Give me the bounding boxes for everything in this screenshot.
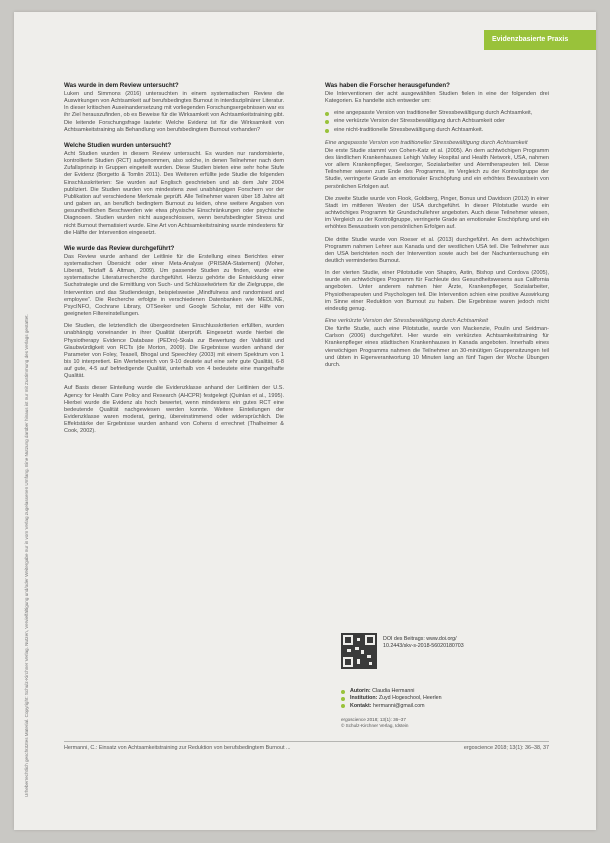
contact-email[interactable]: hermanni@gmail.com (372, 702, 425, 709)
footer-journal-ref: ergoscience 2018; 13(1): 36–38, 37 (463, 745, 549, 751)
list-item: eine angepasste Version von traditioneller Stressbewältigung durch Achtsamkeit, (325, 110, 549, 117)
citation-note (341, 717, 408, 729)
bullet-dot-icon (325, 129, 329, 133)
doi-line: DOI des Beitrags: www.doi.org/ (383, 636, 457, 642)
copyright-text: Urheberrechtlich geschütztes Material. Copyright: Schulz-Kirchner Verlag. Nutzen, Vervielfältigung und/oder Weitergabe nur in vom Verlag zugelassenen Umfang. Eine Nutzung darüber hinaus ist nur mit Zustimmung des Verlags gestattet. (24, 314, 29, 797)
bullet-dot-icon (341, 690, 345, 694)
footer-running-title: Hermanni, C.: Einsatz von Achtsamkeitstraining zur Reduktion von berufsbedingtem Burnout ... (64, 745, 291, 751)
section-banner: Evidenzbasierte Praxis (484, 30, 596, 50)
bullet-dot-icon (341, 697, 345, 701)
section-review-subject (64, 82, 284, 134)
left-column (64, 82, 284, 444)
paragraph: Luken und Simmons (2016) untersuchten in einem systematischen Review die Auswirkungen von Achtsamkeit auf berufsbedingtes Burnout in interdisziplinärer Literatur. In dieser kritischen Auseinandersetzung mit vorliegenden Forschungsergebnissen war es ihr Ziel herauszufinden, ob es Beweise für die Wirksamkeit von Achtsamkeitstraining gibt. Die leitende Forschungsfrage lautete: Welche Evidenz ist für die Wirksamkeit von Achtsamkeitstraining als Behandlung von berufsbedingtem Burnout vorhanden? (64, 91, 284, 133)
doi-line: 10.2443/skv-s-2018-56020180703 (383, 642, 464, 649)
section-heading: Was haben die Forscher herausgefunden? (325, 82, 450, 89)
intervention-list (325, 110, 549, 133)
paragraph: Die zweite Studie wurde von Flook, Goldberg, Pinger, Bonus und Davidson (2013) in einer Stadt im mittleren Westen der USA durchgeführt. In dieser Pilotstudie wurde ein achtwöchiges Programm für Grundschullehrer angeboten. Auch diese Teilnehmer wiesen, im Vergleich zu der Kontrollgruppe, verringerte Grade an emotionaler Erschöpfung und ein erhöhtes Bewusstsein von persönlichen Erfolgen auf. (325, 195, 549, 231)
bullet-dot-icon (325, 112, 329, 116)
subsection-heading: Eine verkürzte Version der Stressbewältigung durch Achtsamkeit (325, 318, 489, 325)
section-studies (64, 142, 284, 237)
citation-line: ergoscience 2018; 13(1): 36–37 (341, 717, 406, 722)
paragraph: In der vierten Studie, einer Pilotstudie von Shapiro, Astin, Bishop und Cordova (2005), wurde ein achtwöchiges Programm für Fachleute des Gesundheitswesens aus California angeboten. Unter anderem nahmen hier Ärzte, Krankenpfleger, Sozialarbeiter, Physiotherapeuten und Psychologen teil. Die Intervention schien eine positive Auswirkung im Sinne einer Reduktion von Burnout zu haben. Die Ergebnisse waren jedoch nicht eindeutig genug. (325, 270, 549, 312)
doi-note (383, 636, 523, 649)
contact-row: Kontakt: hermanni@gmail.com (341, 703, 442, 710)
author-row: Autorin: Claudia Hermanni (341, 688, 442, 695)
section-heading: Wie wurde das Review durchgeführt? (64, 244, 175, 252)
paragraph: Die Studien, die letztendlich die übergeordneten Einschlusskriterien erfüllten, wurden unabhängig voneinander in ihrer Qualität überprüft. Eingesetzt wurde hierbei die Physiotherapy Evidence Database (PEDro)-Skala zur Bewertung der Validität und Glaubwürdigkeit von RCTs (de Morton, 2009). Die Ergebnisse wurden anhand der Parameter von Foley, Teasell, Bhogal und Speechley (2003) mit einem Spektrum von 1 bis 10 interpretiert. Ein Wertebereich von 9-10 deutete auf eine sehr gute Qualität, 6-8 auf gute, 4-5 auf befriedigende Qualität, unterhalb von 4 bedeutete eine mangelhafte Qualität. (64, 323, 284, 380)
bullet-dot-icon (325, 120, 329, 124)
paragraph: Die erste Studie stammt von Cohen-Katz et al. (2005). An dem achtwöchigen Programm des ländlichen Krankenhauses Lehigh Valley Hospital and Health Network, USA, nahmen vor allem Krankenpfleger, Seelsorger, Sozialarbeiter und Atemtherapeuten teil. Diese Teilnehmer wiesen zum Ende des Programms, im Vergleich zu der Kontrollgruppe der Studie, verringerte Grade an emotionaler Erschöpfung und ein erhöhtes Bewusstsein von persönlichen Erfolgen auf. (325, 147, 549, 190)
paragraph: Das Review wurde anhand der Leitlinie für die Erstellung eines Berichtes einer systematischen Übersicht oder einer Meta-Analyse (PRISMA-Statement) (Moher, Liberati, Tetzlaff & Altman, 2009). Um passende Studien zu finden, wurde eine systematische Literaturrecherche durchgeführt. Hierzu gehörte die Entwicklung einer Suchstrategie und die Ermittlung von Such- und Schlüsselwörtern für die Zielgruppe, die Intervention und das Studiendesign, beispielsweise „Mindfulness and randomised and employee“. Die Recherche erfolgte in verschiedenen Datenbanken wie MEDLINE, PsycINFO, Cochrane Library, OTSeeker und Google Scholar, mit der Hilfe von geeigneten Filtereinstellungen. (64, 253, 284, 318)
paragraph: Die dritte Studie wurde von Roeser et al. (2013) durchgeführt. An dem achtwöchigen Programm nahmen Lehrer aus Kanada und der westlichen USA teil. Die Teilnehmer aus den USA berichteten noch der Intervention sowie auch bei der Nachuntersuchung ein deutlich vermindertes Burnout. (325, 236, 549, 264)
section-heading: Was wurde in dem Review untersucht? (64, 82, 179, 89)
bullet-dot-icon (341, 704, 345, 708)
section-method (64, 245, 284, 436)
list-item: eine nicht-traditionelle Stressbewältigung durch Achtsamkeit. (325, 127, 549, 134)
right-column (325, 82, 549, 374)
paragraph: Acht Studien wurden in diesem Review untersucht. Es wurden nur randomisierte, kontrollierte Studien (RCT) aufgenommen, also solche, in denen Teilnehmer nach dem Zufallsprinzip in Gruppen eingeteilt wurden. Diese Studien bieten eine sehr hohe Stufe der Evidenz (Borgetto & Tomlin 2011). Des Weiteren erfüllte jede Studie die folgenden Einschlusskriterien: Sie wurden auf Englisch geschrieben und ab dem Jahr 2004 publiziert. Die Studien wurden von mindestens zwei unabhängigen Forschern vor der Publikation auf verschiedene Merkmale geprüft. Alle Teilnehmer waren über 18 Jahre alt und gaben an, an beruflich bedingtem Burnout zu leiden, ohne weitere Angaben von gesundheitlichen Beschwerden wie etwa physische Einschränkungen oder psychische Diagnosen. Studien wurden nicht ausgeschlossen, wenn berufsbedingter Stress und nicht Burnout thematisiert wurde. Eine Art von Achtsamkeitstraining wurde mindestens für die Hälfte der Intervention eingesetzt. (64, 150, 284, 236)
subsection-heading: Eine angepasste Version von traditioneller Stressbewältigung durch Achtsamkeit (325, 139, 528, 146)
footer-divider (64, 741, 549, 742)
institution-row: Institution: Zuyd Hogeschool, Heerlen (341, 695, 442, 702)
qr-code-icon (341, 633, 377, 669)
paragraph: Die Interventionen der acht ausgewählten Studien fielen in eine der folgenden drei Kategorien. Es handelte sich entweder um: (325, 91, 549, 105)
section-heading: Welche Studien wurden untersucht? (64, 141, 172, 149)
journal-page (14, 12, 596, 830)
paragraph: Die fünfte Studie, auch eine Pilotstudie, wurde von Mackenzie, Poulin und Seidman-Carlson (2006) durchgeführt. Hier wurde ein verkürztes Achtsamkeitstraining für Krankenpfleger eines städtischen Krankenhauses in Kanada angeboten. Innerhalb eines vierwöchigen Programms nahmen die Teilnehmer an 30-minütigen Gruppensitzungen teil und übten in Eigenverantwortung 10 Minuten lang an fünf Tagen der Woche Übungen durch. (325, 326, 549, 368)
author-info (341, 688, 442, 710)
citation-line: © Schulz-Kirchner Verlag, Idstein (341, 723, 409, 728)
copyright-side-note (16, 42, 29, 802)
list-item: eine verkürzte Version der Stressbewältigung durch Achtsamkeit oder (325, 118, 549, 125)
paragraph: Auf Basis dieser Einteilung wurde die Evidenzklasse anhand der Leitlinien der U.S. Agency for Health Care Policy and Research (AHCPR) festgelegt (Quinlan et al., 1995). Hierbei wurde die Evidenz als hoch bewertet, wenn mindestens ein gutes RCT eine bedeutende Qualität nachgewiesen werden konnte. Weitere Einteilungen der Evidenzklasse waren moderat, gering, übereinstimmend oder widersprüchlich. Die Effektstärke der Ergebnisse wurden anhand von Cohens d errechnet (Thalheimer & Cook, 2002). (64, 385, 284, 435)
